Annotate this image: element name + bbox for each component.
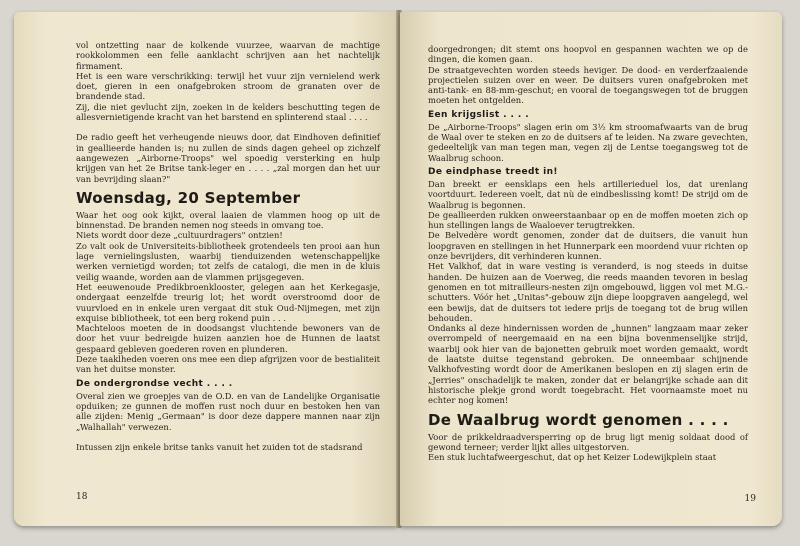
section-heading: De Waalbrug wordt genomen . . . . (428, 410, 729, 429)
paragraph: Een stuk luchtafweergeschut, dat op het Keizer Lodewijkplein staat (428, 452, 717, 463)
paragraph: Intussen zijn enkele britse tanks vanuit het zuiden tot de stadsrand (76, 441, 363, 452)
paragraph: Zij, die niet gevlucht zijn, zoeken in de kelders beschutting tegen de allesvernietigende kracht van het barstend en splinterend staal . . . . (76, 101, 380, 123)
paragraph: Niets wordt door deze „cultuurdragers" ontzien! (76, 230, 283, 241)
paragraph: Voor de prikkeldraadversperring op de brug ligt menig soldaat dood of gewond terneer; verder lijkt alles uitgestorven. (428, 431, 748, 452)
left-page (14, 12, 398, 526)
paragraph: Waar het oog ook kijkt, overal laaien de vlammen hoog op uit de binnenstad. De branden nemen nog steeds in omvang toe. (76, 209, 380, 231)
paragraph: Dan breekt er eensklaps een hels artillerieduel los, dat urenlang voortduurt. Iedereen voelt, dat nù de eindbeslissing komt! De strijd om de Waalbrug is begonnen. (428, 178, 748, 210)
paragraph: De „Airborne-Troops" slagen erin om 3½ km stroomafwaarts van de brug de Waal over te steken en zo de duitsers af te leiden. Na zware gevechten, gedeeltelijk van man tegen man, vegen zij de Lentse toegangsweg tot de Waalbrug schoon. (428, 121, 748, 163)
paragraph: Het eeuwenoude Predikbroenklooster, gelegen aan het Kerkegasje, ondergaat eenzelfde treurig lot; het wordt overstroomd door de vuurvloed en in enkele uren vergaat dit stuk Oud-Nijmegen, met zijn exquise bibliotheek, tot een berg rokend puin . . . (76, 281, 380, 323)
subsection-heading: De ondergrondse vecht . . . . (76, 378, 233, 389)
paragraph: Overal zien we groepjes van de O.D. en van de Landelijke Organisatie opduiken; ze gunnen de moffen rust noch duur en bestoken hen van alle zijden: Menig „Germaan" is door deze dappere mannen naar zijn „Walhallah" verwezen. (76, 390, 380, 432)
paragraph: Zo valt ook de Universiteits-bibliotheek grotendeels ten prooi aan hun lage vernielingslusten, waarbij tienduizenden wetenschappelijke werken vernietigd worden; tot zelfs de catalogi, die men in de kluis veilig waande, worden aan de vlammen prijsgegeven. (76, 240, 380, 282)
paragraph: De radio geeft het verheugende nieuws door, dat Eindhoven definitief in geallieerde handen is; nu zullen de sinds dagen geheel op zichzelf aangewezen „Airborne-Troops" wel spoedig versterking en hulp krijgen van het 2e Britse tank-leger en . . . . „zal morgen dan het uur van bevrijding slaan?" (76, 132, 380, 184)
paragraph-gap (76, 122, 380, 132)
right-page-number: 19 (744, 494, 756, 504)
right-page-text (428, 44, 748, 462)
paragraph: Het is een ware verschrikking: terwijl het vuur zijn vernielend werk doet, gieren in een onafgebroken stroom de granaten over de brandende stad. (76, 70, 380, 102)
subsection-heading: De eindphase treedt in! (428, 166, 558, 177)
paragraph: doorgedrongen; dit stemt ons hoopvol en gespannen wachten we op de dingen, die komen gaan. (428, 44, 748, 65)
paragraph: vol ontzetting naar de kolkende vuurzee, waarvan de machtige rookkolommen een felle aanklacht schrijven aan het nachtelijk firmament. (76, 40, 380, 71)
paragraph-gap (76, 432, 380, 442)
paragraph: De straatgevechten worden steeds heviger. De dood- en verderfzaaiende projectielen suizen over en weer. De duitsers vuren onafgebroken met anti-tank- en 88-mm-geschut; en vooral de toegangswegen tot de bruggen moeten het ontgelden. (428, 64, 748, 106)
paragraph: Het Valkhof, dat in ware vesting is veranderd, is nog steeds in duitse handen. De huizen aan de Voerweg, die reeds maanden tevoren in beslag genomen en tot mitrailleurs-nesten zijn omgebouwd, liggen vol met M.G.-schutters. Vóór het „Unitas"-gebouw zijn diepe loopgraven aangelegd, wel een bewijs, dat de duitsers tot iedere prijs de toegang tot de brug willen behouden. (428, 261, 748, 323)
paragraph: De geallieerden rukken onweerstaanbaar op en de moffen moeten zich op hun stellingen langs de Waaloever terugtrekken. (428, 209, 748, 231)
left-page-text (76, 40, 380, 452)
section-heading: Woensdag, 20 September (76, 188, 301, 207)
paragraph: De Belvedère wordt genomen, zonder dat de duitsers, die vanuit hun loopgraven en stellingen in het Hunnerpark een moordend vuur richten op onze bevrijders, dit verhinderen kunnen. (428, 230, 748, 262)
paragraph: Ondanks al deze hindernissen worden de „hunnen" langzaam maar zeker overrompeld of neergemaaid en na een bijna bovenmenselijke strijd, waarbij ook hier van de bajonetten gebruik moet worden gemaakt, wordt de laatste duitse tegenstand gebroken. De onneembaar schijnende Valkhofvesting wordt door de Amerikanen beslopen en zij slagen erin de „Jerries" onschadelijk te maken, zonder dat er belangrijke schade aan dit historische plekje grond wordt toegebracht. Het voornaamste moet nu echter nog komen! (428, 323, 748, 406)
paragraph: Deze taaklheden voeren ons mee een diep afgrijzen voor de bestialiteit van het duitse monster. (76, 354, 380, 375)
subsection-heading: Een krijgslist . . . . (428, 109, 530, 120)
left-page-number: 18 (76, 492, 88, 502)
paragraph: Machteloos moeten de in doodsangst vluchtende bewoners van de door het vuur bedreigde huizen aanzien hoe de Hunnen de laatst gespaard gebleven goederen roven en plunderen. (76, 323, 380, 354)
right-page (400, 12, 782, 526)
